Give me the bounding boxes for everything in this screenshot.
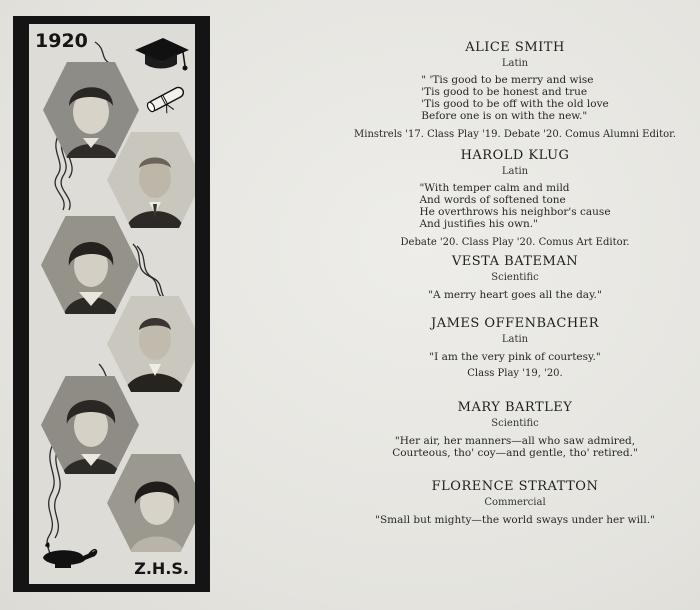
course-label: Latin [501,166,529,177]
oil-lamp-icon [35,536,101,572]
activities: Debate '20. Class Play '20. Comus Art Editor. [400,237,630,248]
entry-james-offenbacher [330,316,700,380]
quote [330,435,700,459]
student-name: MARY BARTLEY [457,400,573,415]
quote [421,74,608,122]
course-label: Commercial [484,497,546,508]
quote-line: "Her air, her manners—all who saw admired, [394,435,636,447]
quote-line: " 'Tis good to be merry and wise [421,74,594,86]
course-label: Scientific [491,418,539,429]
student-name: ALICE SMITH [465,40,565,55]
year-label: 1920 [35,30,88,52]
diploma-scroll-icon [141,82,191,116]
course-label: Latin [501,58,529,69]
school-monogram: Z.H.S. [134,559,189,578]
student-name: JAMES OFFENBACHER [430,316,599,331]
quote-line: Courteous, tho' coy—and gentle, tho' retired." [392,447,638,459]
entry-florence-stratton [330,479,700,526]
quote-line: And words of softened tone [419,194,566,206]
photo-panel [13,16,210,592]
quote-line: "With temper calm and mild [419,182,570,194]
entry-vesta-bateman [330,254,700,301]
activities: Minstrels '17. Class Play '19. Debate '20. Comus Alumni Editor. [354,129,676,140]
mortarboard-icon [131,32,191,76]
student-name: VESTA BATEMAN [451,254,579,269]
quote [419,182,610,230]
student-name: FLORENCE STRATTON [431,479,599,494]
quote: "I am the very pink of courtesy." [429,351,601,363]
quote-line: And justifies his own." [419,218,538,230]
quote-line: He overthrows his neighbor's cause [419,206,611,218]
quote-line: 'Tis good to be honest and true [421,86,588,98]
student-name: HAROLD KLUG [460,148,570,163]
activities: Class Play '19, '20. [467,368,563,379]
photo-panel-inner [29,24,195,584]
entry-harold-klug [330,148,700,249]
quote-line: 'Tis good to be off with the old love [421,98,609,110]
entry-alice-smith [330,40,700,141]
entry-mary-bartley [330,400,700,459]
quote: "A merry heart goes all the day." [428,289,602,301]
course-label: Scientific [491,272,539,283]
quote: "Small but mighty—the world sways under her will." [375,514,655,526]
course-label: Latin [501,334,529,345]
quote-line: Before one is on with the new." [421,110,588,122]
